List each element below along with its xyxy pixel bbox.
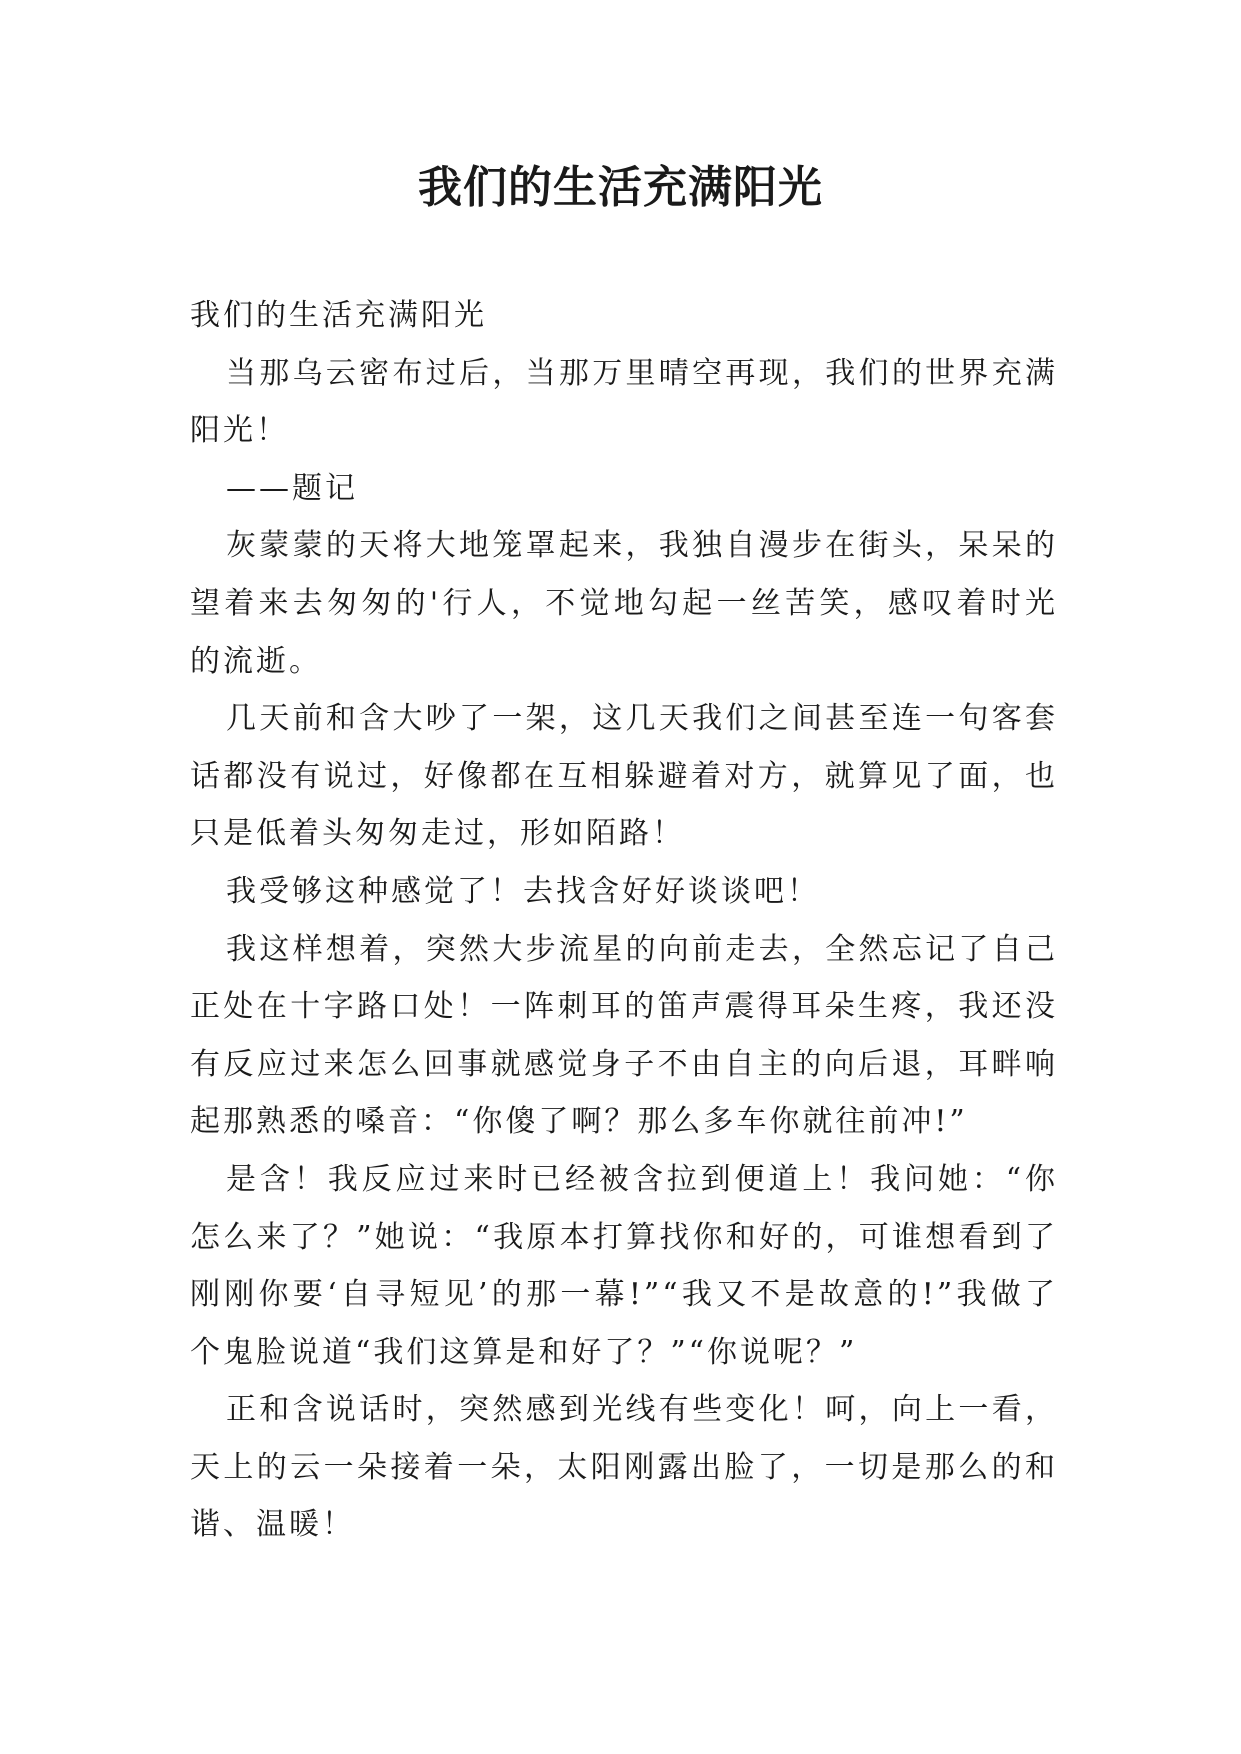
paragraph: 灰蒙蒙的天将大地笼罩起来，我独自漫步在街头，呆呆的望着来去匆匆的'行人，不觉地勾起一丝苦笑，感叹着时光的流逝。	[190, 528, 1058, 679]
paragraph: 几天前和含大吵了一架，这几天我们之间甚至连一句客套话都没有说过，好像都在互相躲避着对方，就算见了面，也只是低着头匆匆走过，形如陌路！	[190, 701, 1058, 852]
document-title: 我们的生活充满阳光	[418, 162, 823, 213]
document-body	[190, 287, 1058, 1554]
paragraph: 我这样想着，突然大步流星的向前走去，全然忘记了自己正处在十字路口处！一阵刺耳的笛声震得耳朵生疼，我还没有反应过来怎么回事就感觉身子不由自主的向后退，耳畔响起那熟悉的嗓音：“你傻了啊？那么多车你就往前冲!”	[190, 931, 1058, 1140]
paragraph: 正和含说话时，突然感到光线有些变化！呵，向上一看，天上的云一朵接着一朵，太阳刚露出脸了，一切是那么的和谐、温暖！	[190, 1392, 1058, 1543]
paragraph-subtitle: 我们的生活充满阳光	[190, 298, 487, 333]
paragraph: 是含！我反应过来时已经被含拉到便道上！我问她：“你怎么来了？”她说：“我原本打算找你和好的，可谁想看到了刚刚你要‘自寻短见’的那一幕!”“我又不是故意的!”我做了个鬼脸说道“我们这算是和好了？”“你说呢？”	[190, 1161, 1058, 1370]
paragraph: 我受够这种感觉了！去找含好好谈谈吧！	[226, 873, 820, 909]
paragraph-epigraph-attribution: ——题记	[226, 470, 358, 506]
paragraph-epigraph: 当那乌云密布过后，当那万里晴空再现，我们的世界充满阳光！	[190, 355, 1058, 449]
